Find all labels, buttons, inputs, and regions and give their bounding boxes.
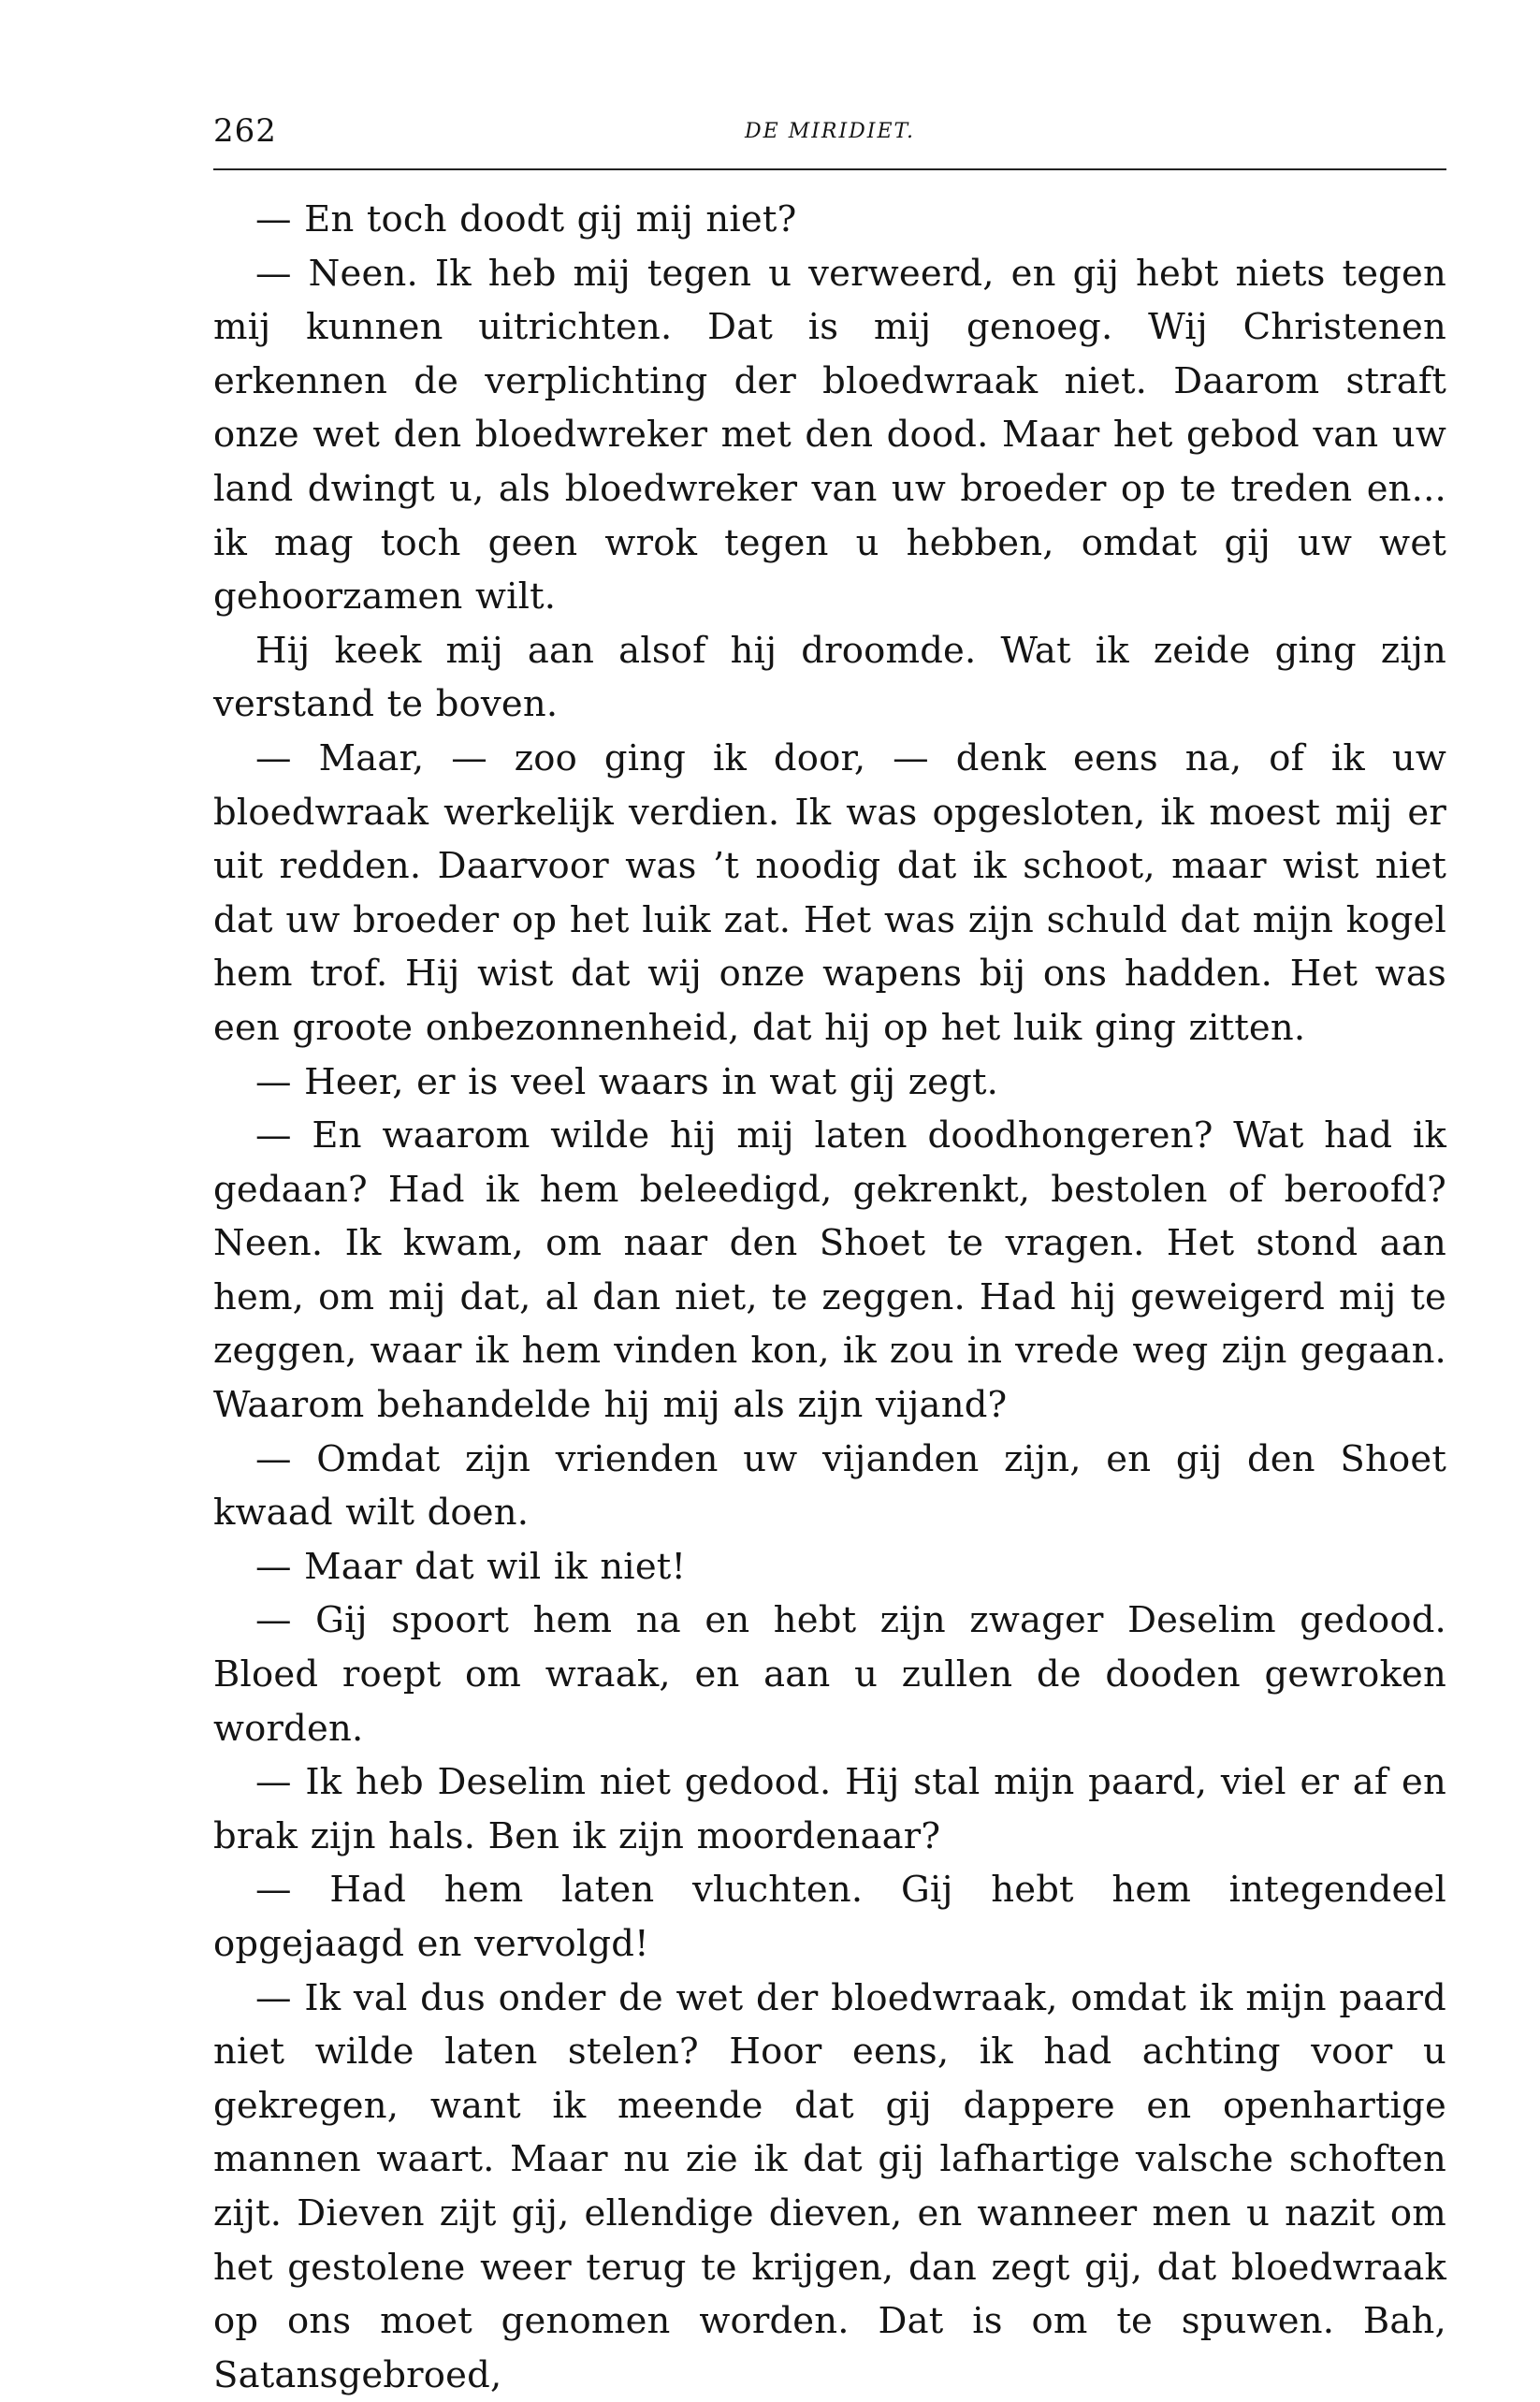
body-text xyxy=(213,193,1446,2402)
paragraph-7: — Omdat zijn vrienden uw vijanden zijn, en gij den Shoet kwaad wilt doen. xyxy=(213,1437,1446,1535)
paragraph-6: — En waarom wilde hij mij laten doodhongeren? Wat had ik gedaan? Had ik hem beleedigd, gekrenkt, bestolen of beroofd? Neen. Ik kwam, om naar den Shoet te vragen. Het stond aan hem, om mij dat, al dan niet, te zeggen. Had hij geweigerd mij te zeggen, waar ik hem vinden kon, ik zou in vrede weg zijn gegaan. Waarom behandelde hij mij als zijn vijand? xyxy=(213,1114,1446,1427)
paragraph-9: — Gij spoort hem na en hebt zijn zwager Deselim gedood. Bloed roept om wraak, en aan u zullen de dooden gewroken worden. xyxy=(213,1599,1446,1750)
paragraph-10: — Ik heb Deselim niet gedood. Hij stal mijn paard, viel er af en brak zijn hals. Ben ik zijn moordenaar? xyxy=(213,1761,1446,1857)
paragraph-4: — Maar, — zoo ging ik door, — denk eens na, of ik uw bloedwraak werkelijk verdien. Ik was opgesloten, ik moest mij er uit redden. Daarvoor was ’t noodig dat ik schoot, maar wist niet dat uw broeder op het luik zat. Het was zijn schuld dat mijn kogel hem trof. Hij wist dat wij onze wapens bij ons hadden. Het was een groote onbezonnenheid, dat hij op het luik ging zitten. xyxy=(213,736,1446,1049)
running-title: DE MIRIDIET. xyxy=(745,120,915,143)
paragraph-11: — Had hem laten vluchten. Gij hebt hem integendeel opgejaagd en vervolgd! xyxy=(213,1869,1446,1965)
paragraph-5: — Heer, er is veel waars in wat gij zegt. xyxy=(255,1060,999,1103)
paragraph-8: — Maar dat wil ik niet! xyxy=(255,1545,687,1588)
paragraph-2: — Neen. Ik heb mij tegen u verweerd, en gij hebt niets tegen mij kunnen uitrichten. Dat is mij genoeg. Wij Christenen erkennen de verplichting der bloedwraak niet. Daarom straft onze wet den bloedwreker met den dood. Maar het gebod van uw land dwingt u, als bloedwreker van uw broeder op te treden en... ik mag toch geen wrok tegen u hebben, omdat gij uw wet gehoorzamen wilt. xyxy=(213,252,1446,619)
page-number: 262 xyxy=(213,112,277,150)
paragraph-3: Hij keek mij aan alsof hij droomde. Wat ik zeide ging zijn verstand te boven. xyxy=(213,629,1446,726)
page-header xyxy=(213,112,1446,170)
paragraph-1: — En toch doodt gij mij niet? xyxy=(255,198,797,240)
paragraph-12: — Ik val dus onder de wet der bloedwraak, omdat ik mijn paard niet wilde laten stelen? Hoor eens, ik had achting voor u gekregen, want ik meende dat gij dappere en openhartige mannen waart. Maar nu zie ik dat gij lafhartige valsche schoften zijt. Dieven zijt gij, ellendige dieven, en wanneer men u nazit om het gestolene weer terug te krijgen, dan zegt gij, dat bloedwraak op ons moet genomen worden. Dat is om te spuwen. Bah, Satansgebroed, xyxy=(213,1976,1446,2396)
